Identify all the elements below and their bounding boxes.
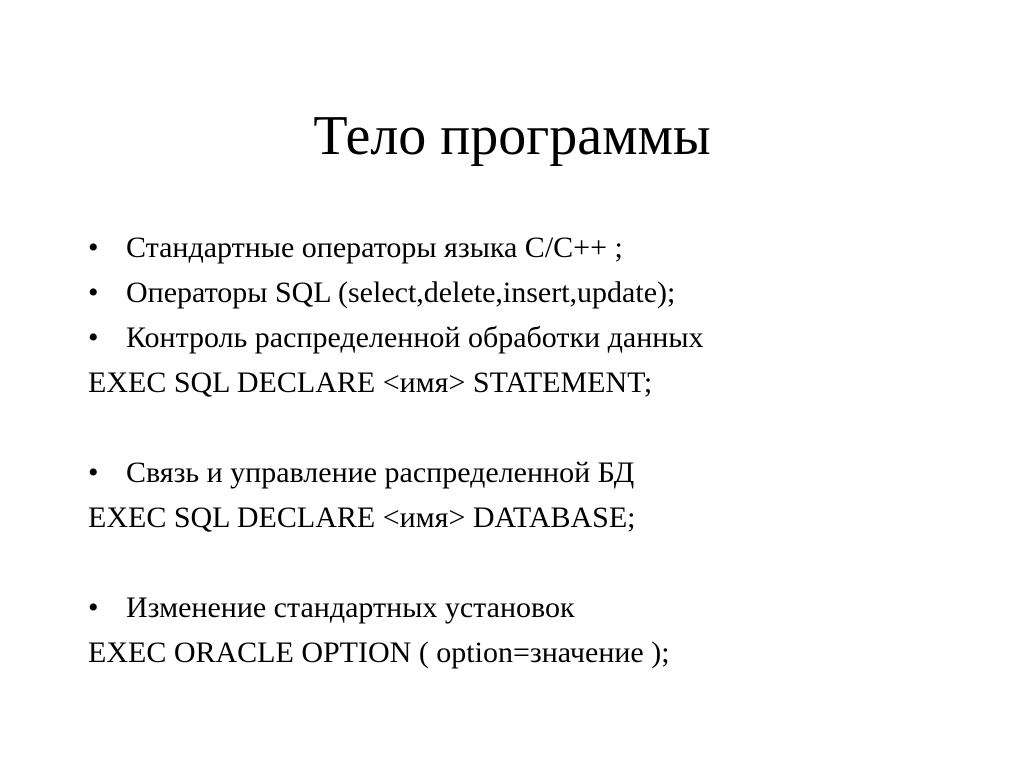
code-line xyxy=(88,630,988,675)
slide-title: Тело программы xyxy=(313,105,711,167)
bullet-marker: • xyxy=(88,456,99,489)
list-item-text: Контроль распределенной обработки данных xyxy=(126,321,704,354)
bullet-marker: • xyxy=(88,276,99,309)
bullet-marker: • xyxy=(88,321,99,354)
list-item-text: Связь и управление распределенной БД xyxy=(126,456,635,489)
bullet-marker: • xyxy=(88,591,99,624)
code-line xyxy=(88,360,988,405)
code-statement: EXEC SQL DECLARE <имя> DATABASE; xyxy=(88,501,636,534)
list-item xyxy=(88,225,988,270)
code-statement: EXEC ORACLE OPTION ( option=значение ); xyxy=(88,636,670,669)
slide-body xyxy=(88,225,988,675)
list-item-text: Стандартные операторы языка С/С++ ; xyxy=(126,231,623,264)
code-statement: EXEC SQL DECLARE <имя> STATEMENT; xyxy=(88,366,653,399)
list-item xyxy=(88,270,988,315)
list-item xyxy=(88,315,988,360)
list-item-text: Изменение стандартных установок xyxy=(126,591,575,624)
bullet-marker: • xyxy=(88,231,99,264)
list-item-text: Операторы SQL (select,delete,insert,update); xyxy=(126,276,676,309)
spacer xyxy=(88,540,988,585)
list-item xyxy=(88,585,988,630)
code-line xyxy=(88,495,988,540)
list-item xyxy=(88,450,988,495)
spacer xyxy=(88,405,988,450)
